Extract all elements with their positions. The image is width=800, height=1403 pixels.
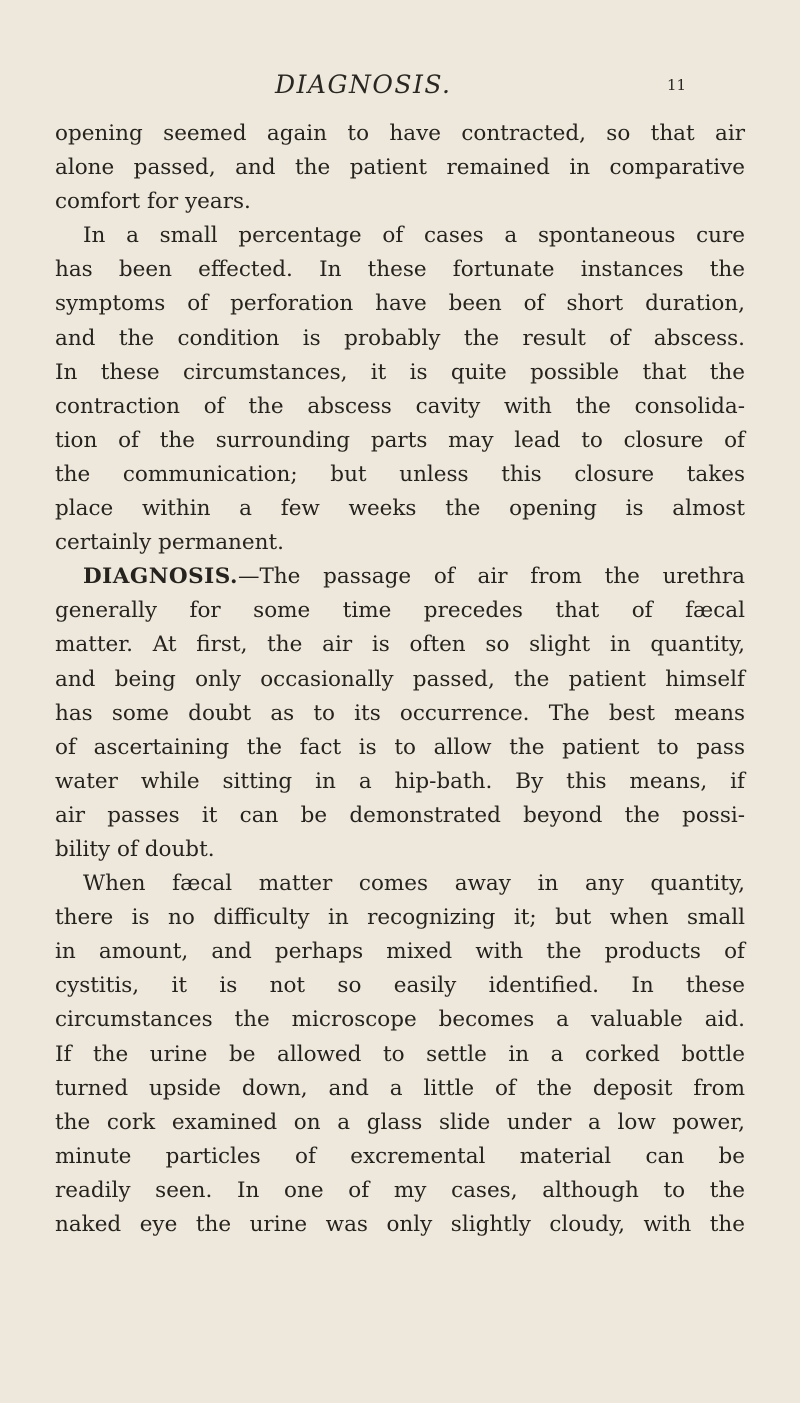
text-line: alone passed, and the patient remained in comparative [55,155,745,181]
text-line: place within a few weeks the opening is almost [55,496,745,522]
text-line: and the condition is probably the result of abscess. [55,325,745,351]
text-line: bility of doubt. [55,836,215,862]
text-line: has some doubt as to its occurrence. The best means [55,700,745,726]
section-heading: DIAGNOSIS. [83,564,238,590]
text-line: certainly permanent. [55,530,284,556]
text-line: of ascertaining the fact is to allow the patient to pass [55,734,745,760]
text-line: tion of the surrounding parts may lead to closure of [55,427,745,453]
text-line: comfort for years. [55,189,251,215]
text-line: generally for some time precedes that of fæcal [55,598,745,624]
text-line: In a small percentage of cases a spontaneous cure [83,223,745,249]
text-line: If the urine be allowed to settle in a corked bottle [55,1041,745,1067]
text-line: In these circumstances, it is quite possible that the [55,359,745,385]
text-line: the cork examined on a glass slide under a low power, [55,1109,745,1135]
text-line: matter. At first, the air is often so slight in quantity, [55,632,745,658]
running-head [0,70,800,110]
text-line: circumstances the microscope becomes a valuable aid. [55,1007,745,1033]
text-line: turned upside down, and a little of the deposit from [55,1075,745,1101]
section-heading-text: —The passage of air from the urethra [237,564,745,590]
page-number: 11 [667,76,687,94]
text-line: contraction of the abscess cavity with the consolida- [55,393,745,419]
text-line: cystitis, it is not so easily identified. In these [55,973,745,999]
text-line: When fæcal matter comes away in any quantity, [83,871,745,897]
text-line: and being only occasionally passed, the patient himself [55,666,745,692]
text-line: air passes it can be demonstrated beyond the possi- [55,802,745,828]
text-line: symptoms of perforation have been of short duration, [55,291,745,317]
text-line: there is no difficulty in recognizing it; but when small [55,905,745,931]
text-line: minute particles of excremental material can be [55,1143,745,1169]
text-line: the communication; but unless this closure takes [55,461,745,487]
section-heading-line [55,560,745,594]
text-line: has been effected. In these fortunate instances the [55,257,745,283]
text-line: naked eye the urine was only slightly cloudy, with the [55,1212,745,1237]
text-line: water while sitting in a hip-bath. By this means, if [55,768,745,794]
body-text [55,117,745,1242]
text-line: opening seemed again to have contracted, so that air [55,121,745,146]
text-line: readily seen. In one of my cases, although to the [55,1177,745,1203]
text-line: in amount, and perhaps mixed with the products of [55,939,745,965]
running-title: DIAGNOSIS. [275,70,452,99]
